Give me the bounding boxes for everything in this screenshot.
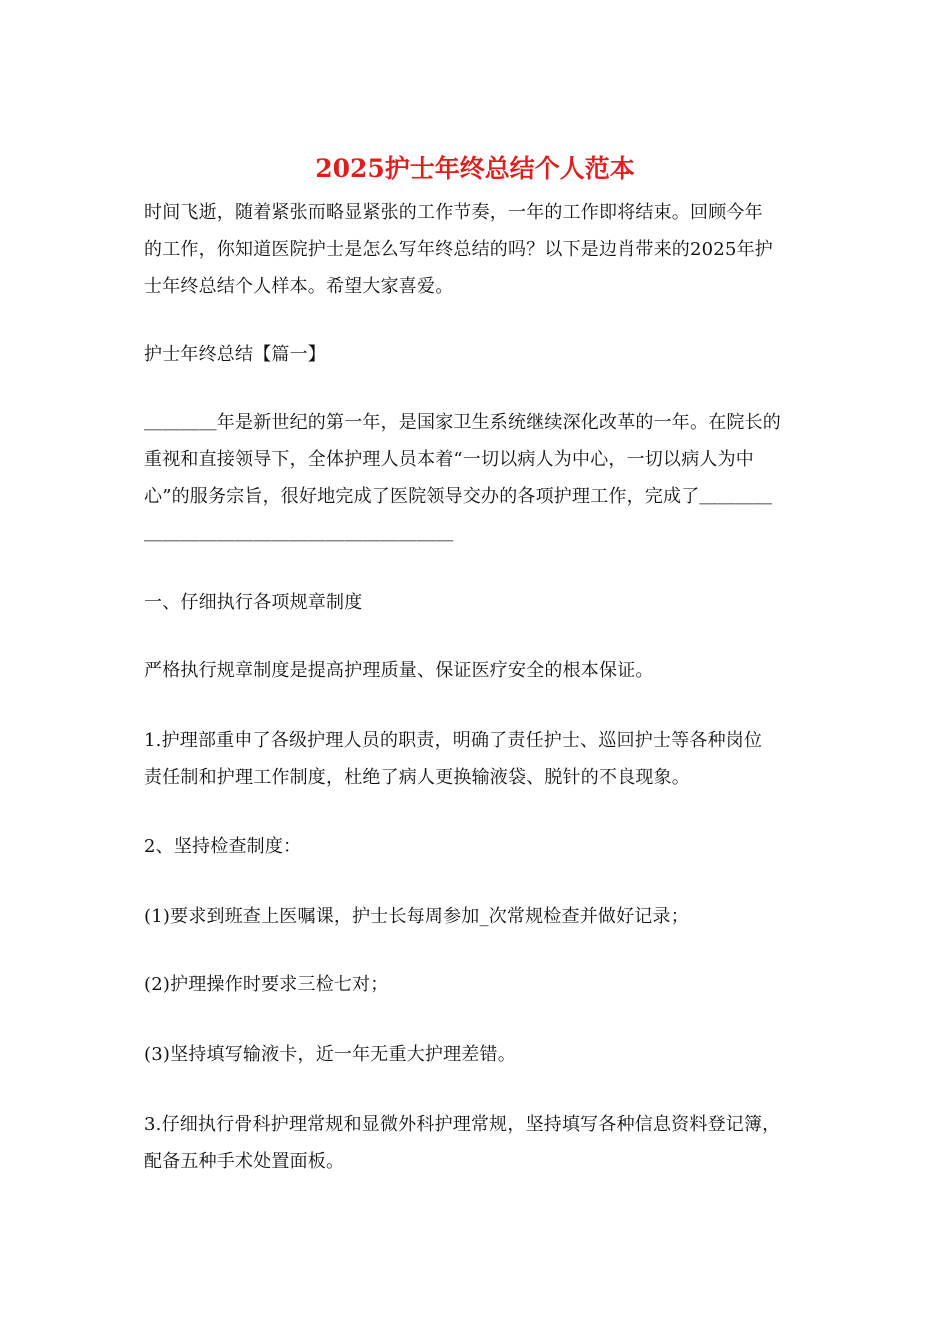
intro-line: 时间飞逝，随着紧张而略显紧张的工作节奏，一年的工作即将结束。回顾今年 [144,202,763,223]
item3-line: 3.仔细执行骨科护理常规和显微外科护理常规，坚持填写各种信息资料登记簿， [144,1114,781,1135]
paragraph-line: ＿＿＿＿年是新世纪的第一年，是国家卫生系统继续深化改革的一年。在院长的 [144,412,781,433]
paragraph-1 [144,404,808,552]
item2-heading: 2、坚持检查制度： [144,836,302,857]
item1-line: 1.护理部重申了各级护理人员的职责，明确了责任护士、巡回护士等各种岗位 [144,730,763,751]
paragraph-line: 心”的服务宗旨，很好地完成了医院领导交办的各项护理工作，完成了＿＿＿＿ [144,486,773,507]
section-heading: 护士年终总结【篇一】 [144,344,326,365]
intro-line: 士年终总结个人样本。希望大家喜爱。 [144,276,454,297]
item2-sub3: (3)坚持填写输液卡，近一年无重大护理差错。 [144,1044,516,1065]
item3-line: 配备五种手术处置面板。 [144,1151,345,1172]
intro-line: 的工作，你知道医院护士是怎么写年终总结的吗？以下是边肖带来的2025年护 [144,239,774,260]
paragraph-line: 重视和直接领导下，全体护理人员本着“一切以病人为中心，一切以病人为中 [144,449,754,470]
intro-paragraph [144,194,808,305]
item3-paragraph [144,1106,808,1180]
point1-text: 严格执行规章制度是提高护理质量、保证医疗安全的根本保证。 [144,660,654,681]
item1-line: 责任制和护理工作制度，杜绝了病人更换输液袋、脱针的不良现象。 [144,767,690,788]
item1-paragraph [144,722,808,796]
item2-sub2: (2)护理操作时要求三检七对； [144,974,389,995]
paragraph-line: ＿＿＿＿＿＿＿＿＿＿＿＿＿＿＿＿＿ [144,523,454,544]
document-title: 2025护士年终总结个人范本 [315,154,635,183]
item2-sub1: (1)要求到班查上医嘱课，护士长每周参加_次常规检查并做好记录； [144,906,689,927]
point1-heading: 一、仔细执行各项规章制度 [144,592,363,613]
